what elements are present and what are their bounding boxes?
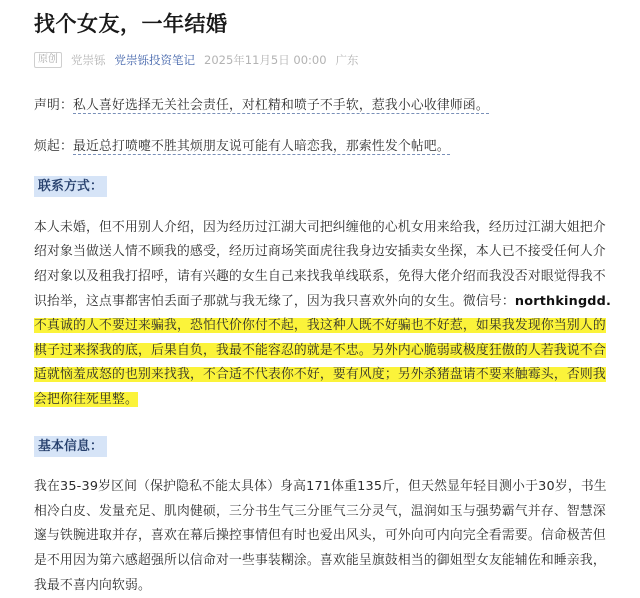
article-title: 找个女友，一年结婚 <box>34 12 228 36</box>
contact-text: 本人未婚，但不用别人介绍，因为经历过江湖大司把纠缠他的心机女用来给我，经历过江湖大姐把介绍对象当做送人情不顾我的感受，经历过商场笑面虎往我身边安插卖女坐探，本人已不接受任何人介绍对象以及租我打招呼，请有兴趣的女生自己来找我单线联系，免得大佬介绍而我没否对眼觉得我不识抬举，这点事都害怕丢面子那就与我无缘了，因为我只喜欢外向的女生。微信号： <box>34 219 606 309</box>
publish-time: 2025年11月5日 00:00 <box>204 53 327 67</box>
basic-heading: 基本信息： <box>34 436 107 457</box>
publication-link[interactable]: 党崇铄投资笔记 <box>114 53 195 67</box>
spacer <box>34 200 618 216</box>
original-tag: 原创 <box>34 52 62 68</box>
author-name: 党崇铄 <box>71 53 106 67</box>
contact-highlight: 不真诚的人不要过来骗我，恐怕代价你付不起，我这种人既不好骗也不好惹，如果我发现你当别人的棋子过来探我的底，后果自负，我最不能容忍的就是不忠。另外内心脆弱或极度狂傲的人若我说不合适就恼羞成怒的也别来找我，不合适不代表你不好，要有风度；另外杀猪盘请不要来触霉头，否则我会把你往死里整。 <box>34 318 606 407</box>
publish-location: 广东 <box>335 53 359 67</box>
remark-label: 烦起： <box>34 138 73 154</box>
contact-paragraph <box>34 216 618 413</box>
basic-paragraph <box>34 475 618 598</box>
spacer <box>34 459 618 475</box>
remark-paragraph <box>34 135 618 160</box>
spacer <box>34 159 618 175</box>
spacer <box>34 119 618 135</box>
contact-heading: 联系方式： <box>34 176 107 197</box>
article-meta <box>34 51 618 69</box>
article-body <box>34 94 618 598</box>
disclaimer-paragraph <box>34 94 618 119</box>
spacer <box>34 413 618 435</box>
basic-text: 我在35-39岁区间（保护隐私不能太具体）身高171体重135斤，但天然显年轻目测小于30岁，书生相冷白皮、发量充足、肌肉健硕，三分书生气三分匪气三分灵气，温润如玉与强势霸气并存、智慧深邃与铁腕进取并存，喜欢在幕后操控事情但有时也爱出风头，可外向可内向完全看需要。信命极苦但是不用因为第六感超强所以信命对一些事装糊涂。喜欢能呈旗鼓相当的御姐型女友能辅佐和睡亲我，我最不喜内向软弱。 <box>34 479 607 593</box>
wechat-id: northkingdd. <box>514 293 612 309</box>
remark-text: 最近总打喷嚏不胜其烦朋友说可能有人暗恋我，那索性发个帖吧。 <box>73 138 450 154</box>
disclaimer-text: 私人喜好选择无关社会责任，对杠精和喷子不手软，惹我小心收律师函。 <box>73 98 489 113</box>
contact-heading-row <box>34 175 618 200</box>
basic-heading-row <box>34 435 618 460</box>
disclaimer-label: 声明： <box>34 98 73 113</box>
